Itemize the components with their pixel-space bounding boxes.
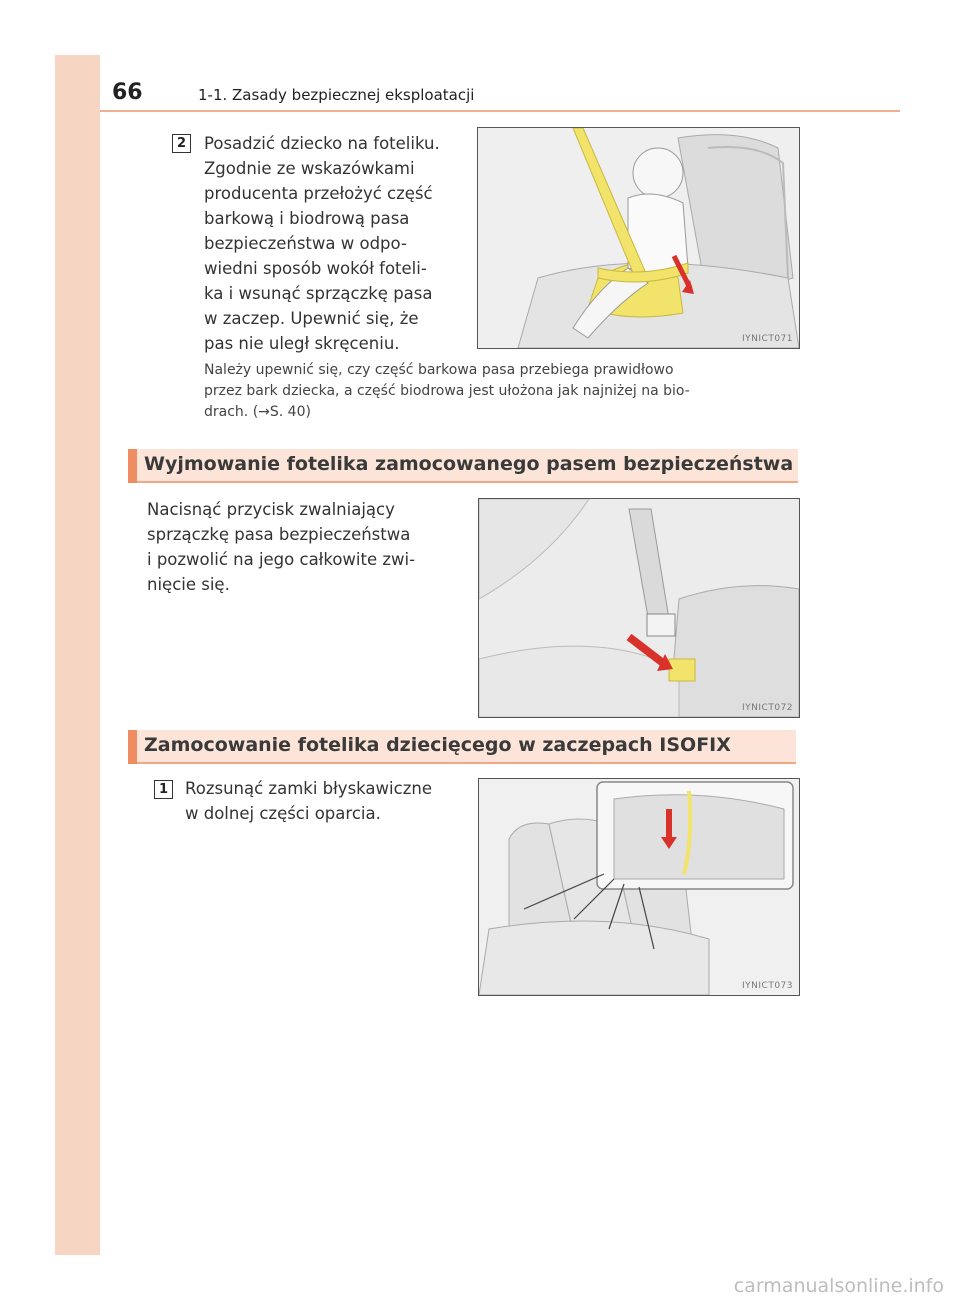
belt-release-illustration xyxy=(479,499,799,717)
isofix-text xyxy=(185,776,462,826)
remove-line: i pozwolić na jego całkowite zwi- xyxy=(147,550,416,569)
section-accent xyxy=(128,449,137,483)
isofix-line: w dolnej części oparcia. xyxy=(185,804,381,823)
step-2-line: w zaczep. Upewnić się, że xyxy=(204,309,419,328)
figure-code: IYNICT072 xyxy=(742,703,793,713)
step-1-badge: 1 xyxy=(154,780,173,799)
figure-code: IYNICT073 xyxy=(742,981,793,991)
remove-line: Nacisnąć przycisk zwalniający xyxy=(147,500,395,519)
remove-text xyxy=(147,497,462,597)
step-2-note xyxy=(204,360,798,423)
section-heading-isofix xyxy=(128,730,796,764)
isofix-line: Rozsunąć zamki błyskawiczne xyxy=(185,779,432,798)
booster-seat-illustration xyxy=(478,128,799,348)
header-rule xyxy=(100,110,900,112)
booster-seat-figure xyxy=(477,127,800,349)
step-2-line: Zgodnie ze wskazówkami xyxy=(204,159,415,178)
step-2-line: Posadzić dziecko na foteliku. xyxy=(204,134,440,153)
page-margin-strip xyxy=(55,55,100,1255)
step-2-line: producenta przełożyć część xyxy=(204,184,433,203)
step-2-line: barkową i biodrową pasa xyxy=(204,209,410,228)
section-accent xyxy=(128,730,137,764)
running-title: 1-1. Zasady bezpiecznej eksploatacji xyxy=(198,86,475,104)
note-line: Należy upewnić się, czy część barkowa pasa przebiega prawidłowo xyxy=(204,362,674,378)
step-2-line: wiedni sposób wokół foteli- xyxy=(204,259,427,278)
note-line: przez bark dziecka, a część biodrowa jest ułożona jak najniżej na bio- xyxy=(204,383,690,399)
remove-line: nięcie się. xyxy=(147,575,230,594)
note-line: drach. (→S. 40) xyxy=(204,404,311,420)
belt-release-figure xyxy=(478,498,800,718)
isofix-figure xyxy=(478,778,800,996)
section-title: Wyjmowanie fotelika zamocowanego pasem bezpieczeństwa xyxy=(144,453,794,475)
remove-line: sprzączkę pasa bezpieczeństwa xyxy=(147,525,411,544)
section-heading-remove xyxy=(128,449,798,483)
step-2-line: ka i wsunąć sprzączkę pasa xyxy=(204,284,433,303)
isofix-illustration xyxy=(479,779,799,995)
watermark: carmanualsonline.info xyxy=(733,1275,944,1297)
step-2-badge: 2 xyxy=(172,134,191,153)
figure-code: IYNICT071 xyxy=(742,334,793,344)
page-number: 66 xyxy=(112,80,143,105)
step-2-line: bezpieczeństwa w odpo- xyxy=(204,234,407,253)
step-2-line: pas nie uległ skręceniu. xyxy=(204,334,400,353)
step-2-text xyxy=(204,131,462,356)
section-title: Zamocowanie fotelika dziecięcego w zaczepach ISOFIX xyxy=(144,734,731,756)
